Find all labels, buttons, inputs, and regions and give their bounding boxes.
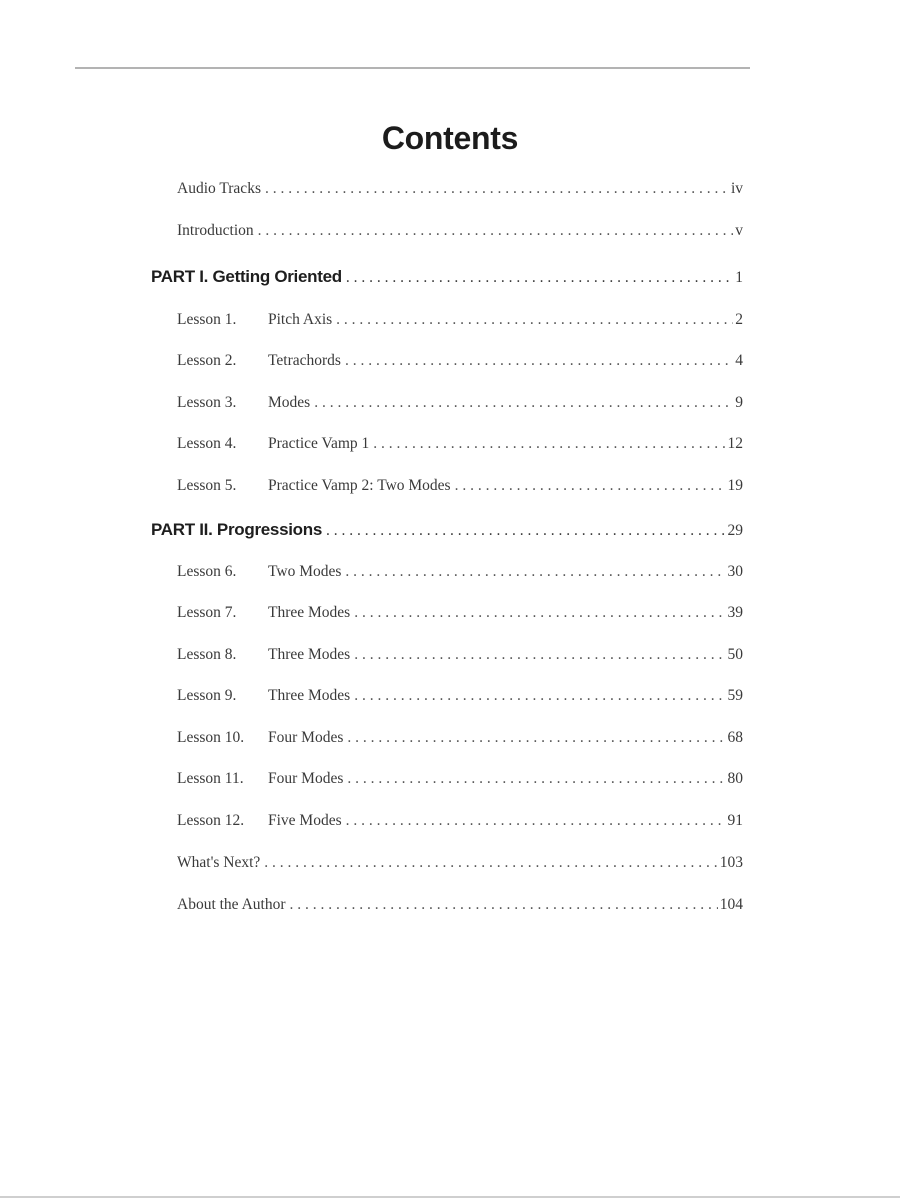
toc-lesson-number: Lesson 9. — [177, 687, 237, 704]
toc-lesson-number: Lesson 11. — [177, 770, 244, 787]
dot-leader — [350, 604, 725, 622]
dot-leader — [341, 352, 733, 370]
toc-lesson-number: Lesson 3. — [177, 394, 237, 411]
toc-entry-lesson-6[interactable] — [0, 563, 743, 587]
dot-leader — [341, 563, 725, 581]
toc-part-2[interactable] — [0, 520, 743, 544]
toc-entry-label: Practice Vamp 1 — [268, 435, 370, 452]
toc-entry-label: Five Modes — [268, 812, 342, 829]
dot-leader — [350, 687, 725, 705]
toc-entry-label: Four Modes — [268, 770, 344, 787]
toc-page-number: iv — [730, 180, 743, 197]
toc-lesson-number: Lesson 2. — [177, 352, 237, 369]
dot-leader — [343, 770, 725, 788]
toc-page-number: 1 — [735, 269, 743, 286]
toc-entry-lesson-4[interactable] — [0, 435, 743, 459]
toc-part-label: PART II. Progressions — [151, 520, 322, 539]
dot-leader — [350, 646, 725, 664]
toc-page-number: 4 — [735, 352, 743, 369]
toc-entry-label: Modes — [268, 394, 311, 411]
toc-entry-lesson-3[interactable] — [0, 394, 743, 418]
toc-page-number: 12 — [727, 435, 743, 452]
toc-lesson-number: Lesson 7. — [177, 604, 237, 621]
page-title: Contents — [381, 120, 519, 156]
toc-entry-label: Three Modes — [268, 646, 351, 663]
toc-entry-lesson-5[interactable] — [0, 477, 743, 501]
toc-entry-label: What's Next? — [177, 854, 261, 871]
toc-page-number: 68 — [727, 729, 743, 746]
dot-leader — [343, 729, 725, 747]
dot-leader — [286, 896, 718, 914]
toc-entry-audio-tracks[interactable] — [0, 180, 743, 204]
toc-page-number: v — [735, 222, 743, 239]
toc-lesson-number: Lesson 1. — [177, 311, 237, 328]
toc-page-number: 80 — [727, 770, 743, 787]
toc-lesson-number: Lesson 6. — [177, 563, 237, 580]
toc-part-1[interactable] — [0, 267, 743, 291]
toc-entry-label: Introduction — [177, 222, 254, 239]
toc-entry-introduction[interactable] — [0, 222, 743, 246]
dot-leader — [342, 812, 726, 830]
toc-entry-lesson-9[interactable] — [0, 687, 743, 711]
toc-page-number: 29 — [727, 522, 743, 539]
toc-entry-label: Four Modes — [268, 729, 344, 746]
toc-entry-label: Tetrachords — [268, 352, 341, 369]
toc-entry-label: Three Modes — [268, 604, 351, 621]
toc-entry-lesson-8[interactable] — [0, 646, 743, 670]
toc-entry-lesson-10[interactable] — [0, 729, 743, 753]
toc-lesson-number: Lesson 12. — [177, 812, 245, 829]
toc-entry-label: Audio Tracks — [177, 180, 261, 197]
toc-page-number: 50 — [727, 646, 743, 663]
toc-page-number: 59 — [727, 687, 743, 704]
toc-page-number: 9 — [735, 394, 743, 411]
dot-leader — [254, 222, 734, 240]
toc-entry-label: Pitch Axis — [268, 311, 333, 328]
toc-lesson-number: Lesson 4. — [177, 435, 237, 452]
toc-page-number: 91 — [727, 812, 743, 829]
toc-entry-lesson-12[interactable] — [0, 812, 743, 836]
dot-leader — [369, 435, 725, 453]
toc-entry-label: Two Modes — [268, 563, 342, 580]
toc-entry-lesson-7[interactable] — [0, 604, 743, 628]
toc-lesson-number: Lesson 5. — [177, 477, 237, 494]
toc-entry-lesson-11[interactable] — [0, 770, 743, 794]
toc-entry-whats-next[interactable] — [0, 854, 743, 878]
dot-leader — [451, 477, 726, 495]
toc-entry-label: Three Modes — [268, 687, 351, 704]
footer-rule — [0, 1196, 900, 1198]
toc-entry-about-the-author[interactable] — [0, 896, 743, 920]
dot-leader — [310, 394, 733, 412]
toc-entry-lesson-2[interactable] — [0, 352, 743, 376]
toc-entry-lesson-1[interactable] — [0, 311, 743, 335]
toc-page-number: 104 — [719, 896, 743, 913]
toc-lesson-number: Lesson 8. — [177, 646, 237, 663]
toc-page-number: 39 — [727, 604, 743, 621]
toc-page-number: 19 — [727, 477, 743, 494]
toc-entry-label: Practice Vamp 2: Two Modes — [268, 477, 451, 494]
toc-page-number: 30 — [727, 563, 743, 580]
toc-part-label: PART I. Getting Oriented — [151, 267, 342, 286]
dot-leader — [260, 854, 717, 872]
toc-entry-label: About the Author — [177, 896, 286, 913]
dot-leader — [342, 269, 733, 287]
dot-leader — [332, 311, 733, 329]
toc-lesson-number: Lesson 10. — [177, 729, 245, 746]
dot-leader — [322, 522, 726, 540]
toc-page-number: 2 — [735, 311, 743, 328]
toc-page-number: 103 — [719, 854, 743, 871]
dot-leader — [261, 180, 729, 198]
